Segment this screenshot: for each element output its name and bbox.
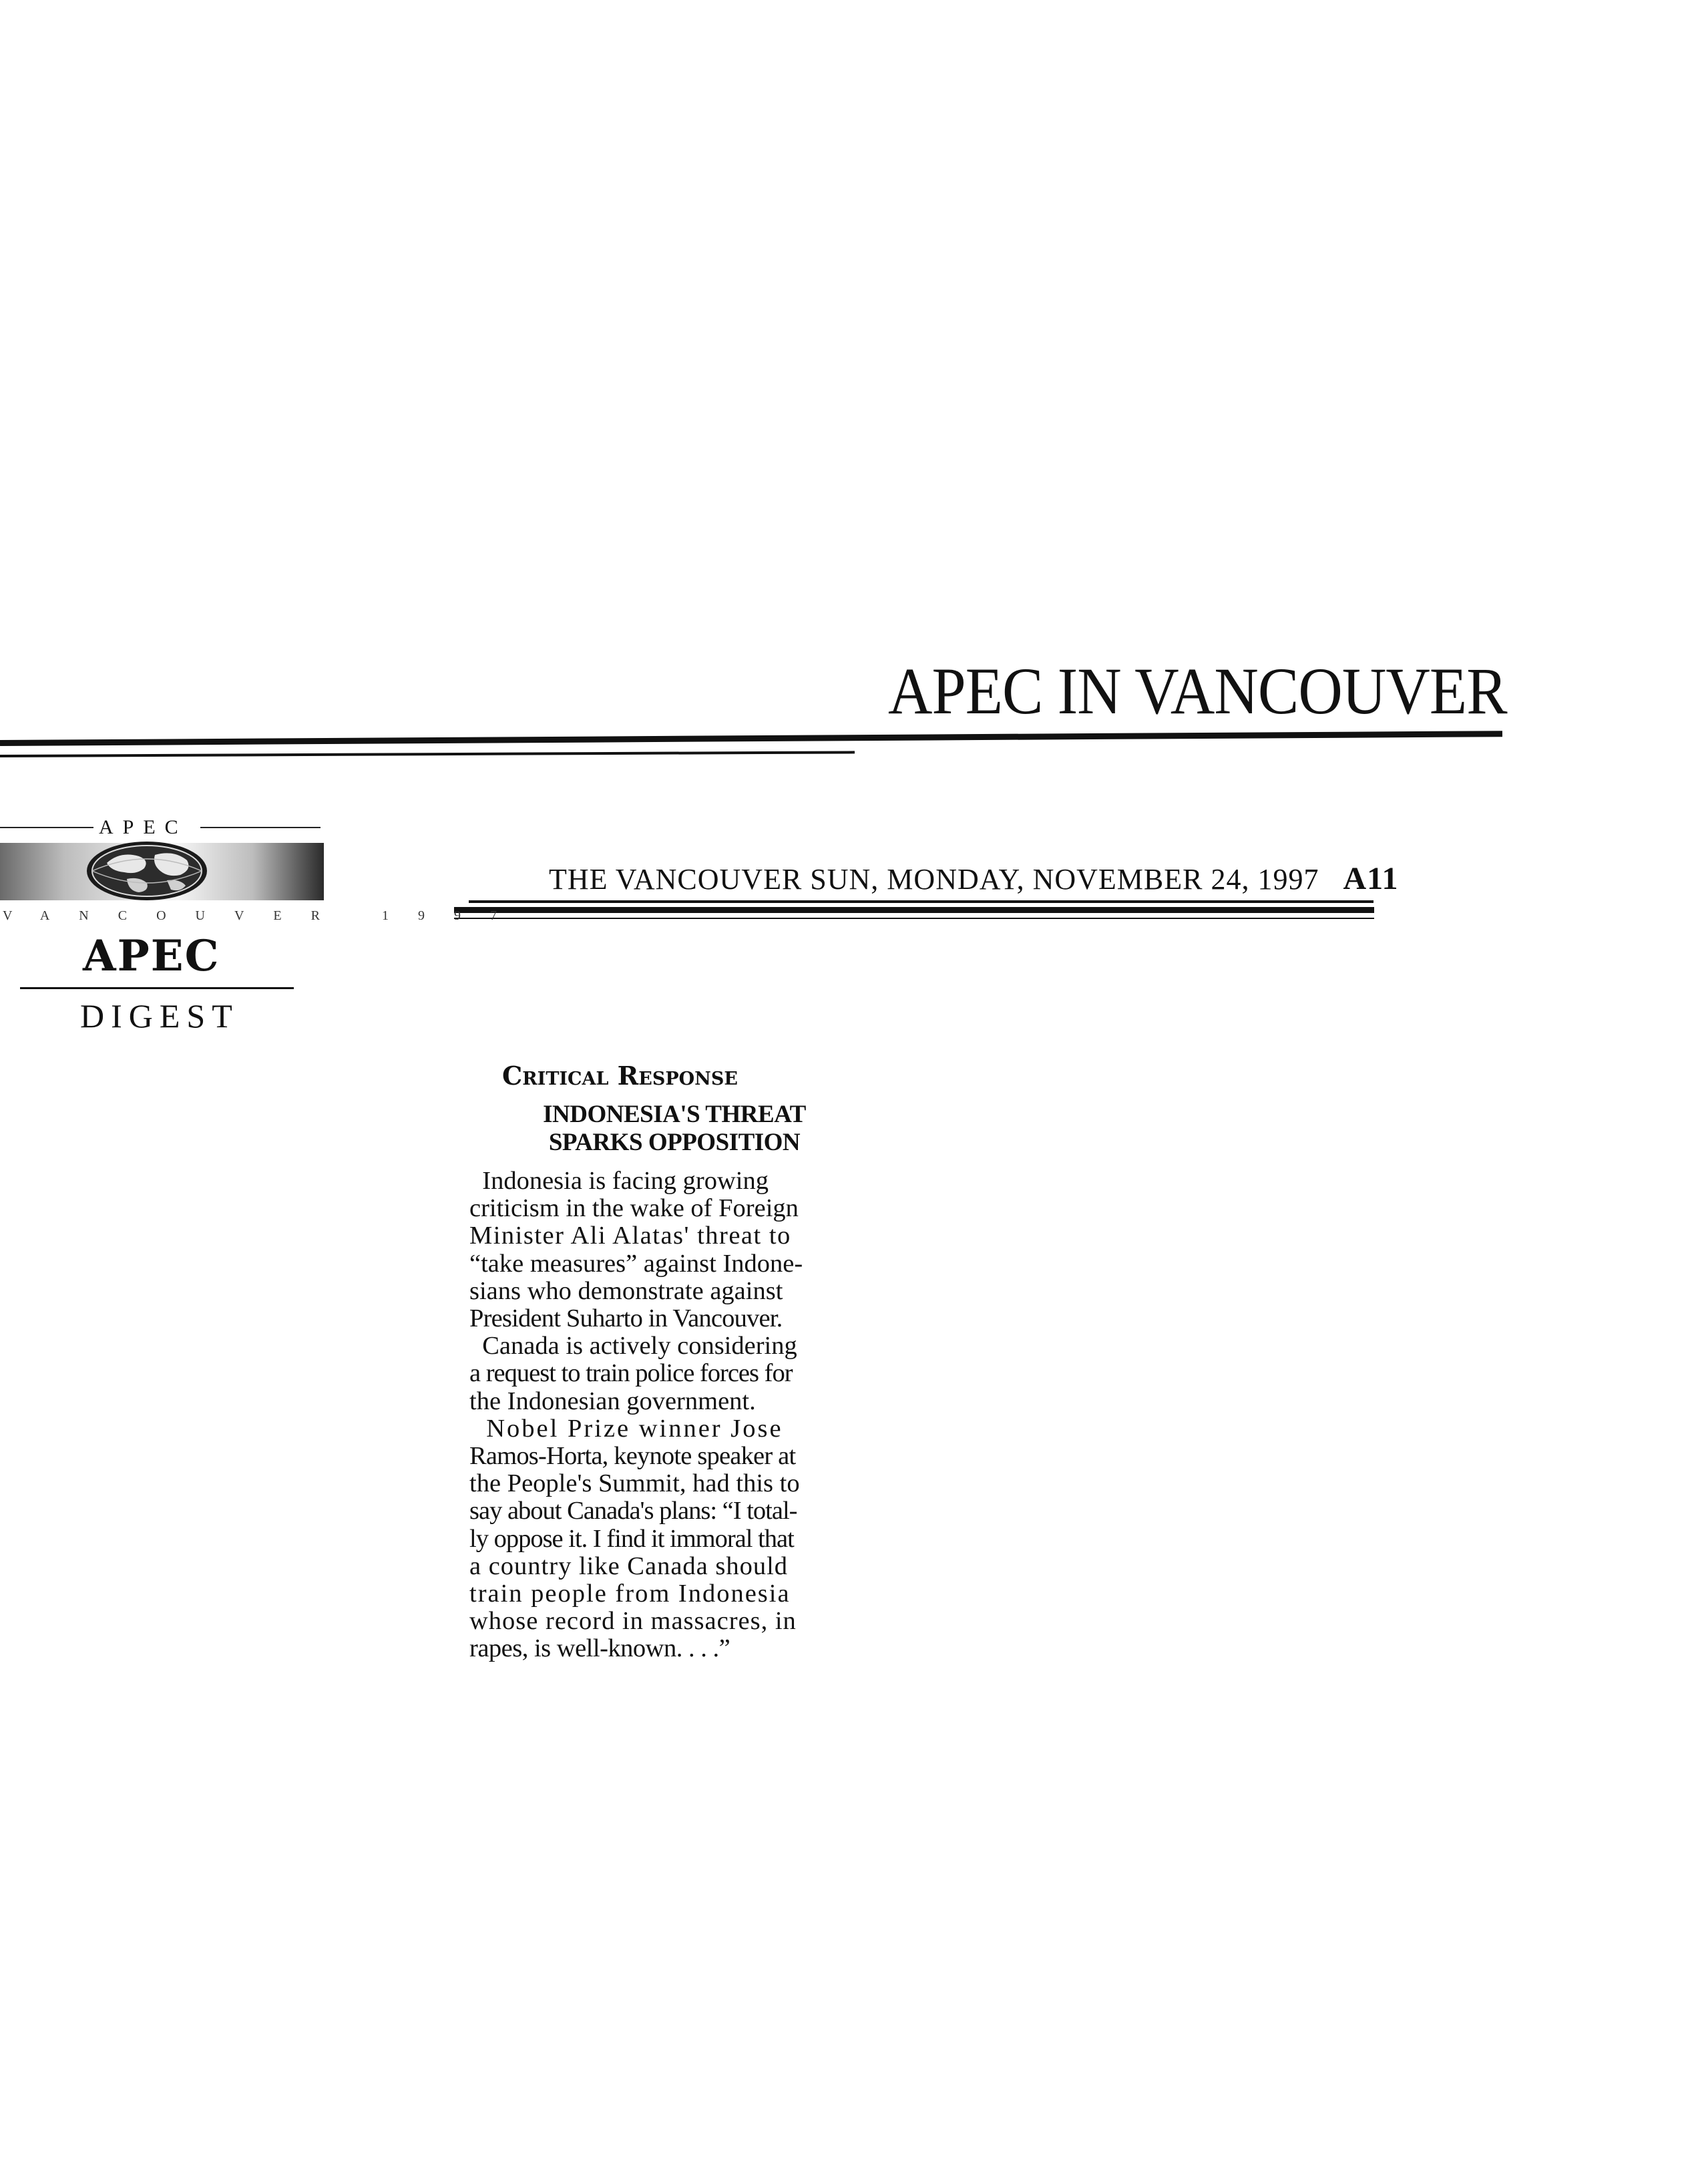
- article-kicker: Critical Response: [502, 1061, 738, 1091]
- body-line: rapes, is well-known. . . .”: [469, 1634, 730, 1663]
- logo-bottom-text: VANCOUVER 1997: [3, 908, 526, 923]
- body-line: the Indonesian government.: [469, 1387, 756, 1415]
- logo-title: APEC: [83, 931, 220, 981]
- page-number: A11: [1343, 861, 1399, 896]
- headline-line: INDONESIA'S THREAT: [543, 1101, 806, 1128]
- body-line: say about Canada's plans: “I total-: [469, 1497, 797, 1525]
- article-body: [469, 1167, 857, 1663]
- body-line: President Suharto in Vancouver.: [469, 1304, 783, 1333]
- body-line: the People's Summit, had this to: [469, 1469, 800, 1498]
- folio-rule: [469, 900, 1374, 903]
- article-headline: [467, 1101, 881, 1157]
- globe-icon: [80, 838, 214, 904]
- folio-line: [549, 860, 1399, 897]
- banner-rule: [0, 731, 1502, 746]
- body-line: Ramos-Horta, keynote speaker at: [469, 1442, 796, 1471]
- logo-top-text: APEC: [99, 816, 188, 838]
- section-title: APEC IN VANCOUVER: [888, 654, 1507, 728]
- banner-rule-thin: [0, 751, 855, 757]
- body-line: a country like Canada should: [469, 1552, 789, 1580]
- body-line: train people from Indonesia: [469, 1580, 791, 1608]
- folio-text: THE VANCOUVER SUN, MONDAY, NOVEMBER 24, 1997: [549, 863, 1319, 896]
- logo-subtitle: DIGEST: [80, 997, 239, 1035]
- logo-rule: [20, 987, 294, 989]
- logo-line-left: [0, 827, 93, 828]
- apec-digest-logo: [0, 809, 526, 1037]
- body-line: Canada is actively considering: [469, 1332, 797, 1360]
- body-line: a request to train police forces for: [469, 1359, 793, 1388]
- body-line: ly oppose it. I find it immoral that: [469, 1524, 794, 1553]
- body-line: Indonesia is facing growing: [469, 1167, 769, 1195]
- headline-line: SPARKS OPPOSITION: [548, 1129, 801, 1156]
- body-line: Nobel Prize winner Jose: [469, 1414, 783, 1443]
- body-line: criticism in the wake of Foreign: [469, 1194, 799, 1223]
- body-line: Minister Ali Alatas' threat to: [469, 1222, 791, 1250]
- body-line: “take measures” against Indone-: [469, 1249, 803, 1278]
- folio-rule-thick: [454, 907, 1374, 913]
- logo-line-right: [200, 827, 321, 828]
- body-line: sians who demonstrate against: [469, 1276, 783, 1305]
- folio-rule-thin: [454, 918, 1374, 919]
- body-line: whose record in massacres, in: [469, 1607, 797, 1636]
